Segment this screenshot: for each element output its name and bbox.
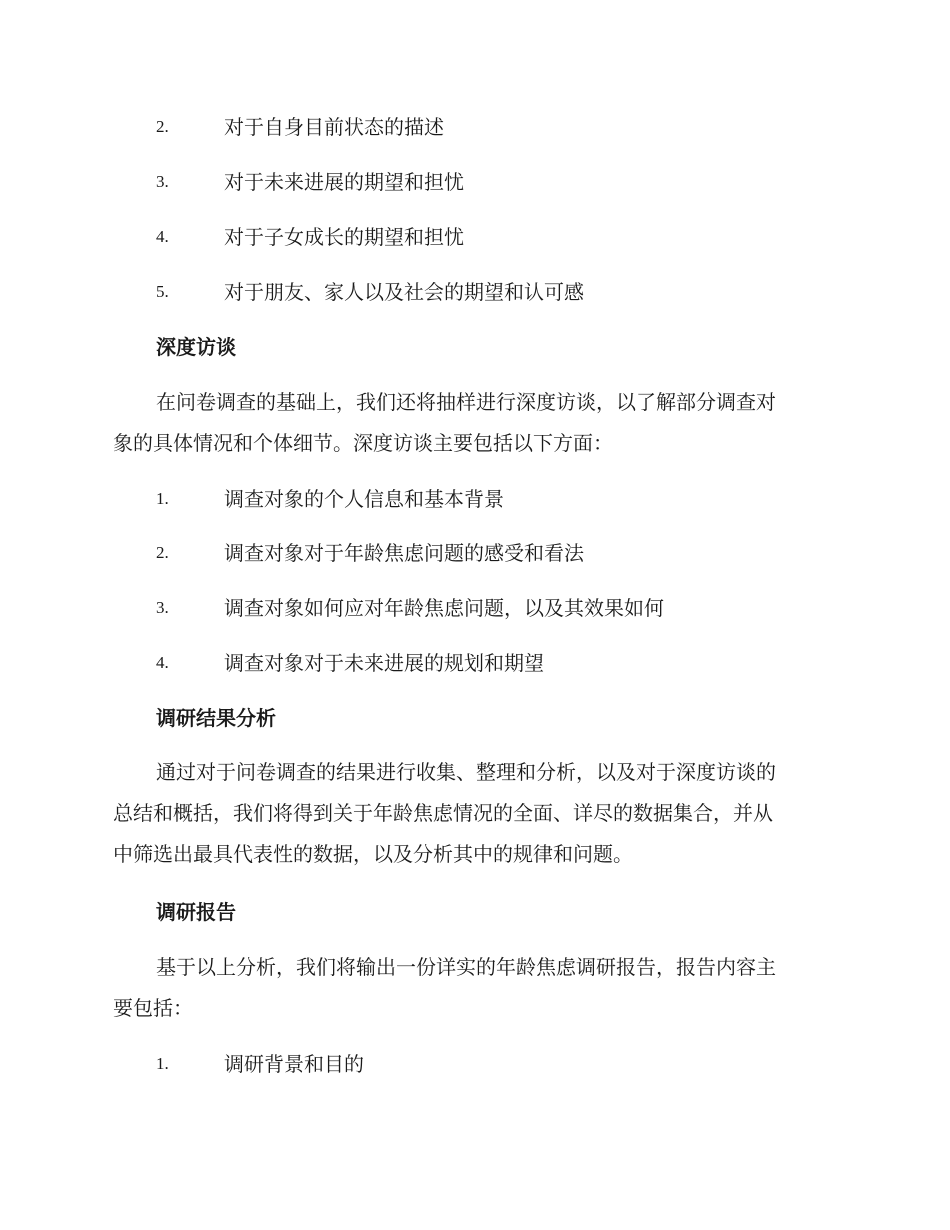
list-text: 对于朋友、家人以及社会的期望和认可感 xyxy=(224,280,584,304)
list-number: 1. xyxy=(156,1054,169,1073)
list-text: 对于未来进展的期望和担忧 xyxy=(224,170,464,194)
list-text: 对于自身目前状态的描述 xyxy=(224,115,444,139)
list-item xyxy=(0,593,950,623)
list-number: 1. xyxy=(156,489,169,508)
list-number: 5. xyxy=(156,282,169,301)
list-item xyxy=(0,222,950,252)
paragraph-line: 总结和概括，我们将得到关于年龄焦虑情况的全面、详尽的数据集合，并从 xyxy=(113,801,773,825)
list-text: 调查对象的个人信息和基本背景 xyxy=(224,487,504,511)
list-number: 2. xyxy=(156,117,169,136)
paragraph-line: 象的具体情况和个体细节。深度访谈主要包括以下方面： xyxy=(113,431,613,455)
list-number: 4. xyxy=(156,653,169,672)
list-text: 对于子女成长的期望和担忧 xyxy=(224,225,464,249)
list-item xyxy=(0,277,950,307)
list-number: 4. xyxy=(156,227,169,246)
paragraph-line: 基于以上分析，我们将输出一份详实的年龄焦虑调研报告，报告内容主 xyxy=(156,955,776,979)
paragraph-line: 要包括： xyxy=(113,996,193,1020)
list-number: 2. xyxy=(156,543,169,562)
list-item xyxy=(0,167,950,197)
paragraph-line: 中筛选出最具代表性的数据，以及分析其中的规律和问题。 xyxy=(113,842,633,866)
list-text: 调研背景和目的 xyxy=(224,1052,364,1076)
paragraph-analysis xyxy=(113,752,833,875)
list-item xyxy=(0,484,950,514)
paragraph-line: 通过对于问卷调查的结果进行收集、整理和分析，以及对于深度访谈的 xyxy=(156,760,776,784)
list-item xyxy=(0,1049,950,1079)
list-item xyxy=(0,538,950,568)
list-number: 3. xyxy=(156,598,169,617)
paragraph-report xyxy=(113,947,833,1029)
list-text: 调查对象对于未来进展的规划和期望 xyxy=(224,651,544,675)
list-text: 调查对象如何应对年龄焦虑问题，以及其效果如何 xyxy=(224,596,664,620)
list-number: 3. xyxy=(156,172,169,191)
section-heading-report: 调研报告 xyxy=(156,900,236,924)
paragraph-interview xyxy=(113,382,833,464)
list-item xyxy=(0,648,950,678)
paragraph-line: 在问卷调查的基础上，我们还将抽样进行深度访谈，以了解部分调查对 xyxy=(156,390,776,414)
section-heading-analysis: 调研结果分析 xyxy=(156,706,276,730)
section-heading-interview: 深度访谈 xyxy=(156,335,236,359)
list-item xyxy=(0,112,950,142)
list-text: 调查对象对于年龄焦虑问题的感受和看法 xyxy=(224,541,584,565)
